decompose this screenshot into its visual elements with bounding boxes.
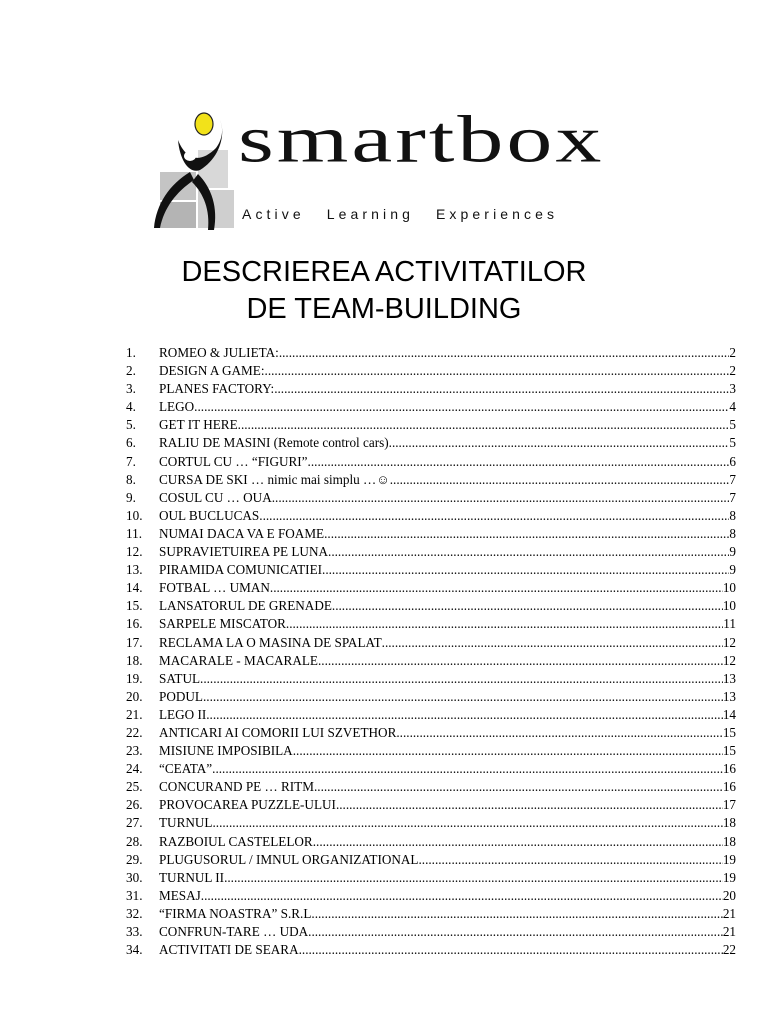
toc-entry[interactable] xyxy=(126,453,736,471)
toc-entry-number: 9. xyxy=(126,489,136,505)
toc-entry[interactable] xyxy=(126,796,736,814)
toc-entry-number: 23. xyxy=(126,743,143,759)
toc-leader-dots xyxy=(314,778,723,796)
toc-leader-dots xyxy=(390,471,730,489)
toc-entry[interactable] xyxy=(126,941,736,959)
toc-leader-dots xyxy=(212,814,722,832)
toc-leader-dots xyxy=(203,688,723,706)
toc-entry-number: 11. xyxy=(126,525,142,541)
toc-entry-page: 20 xyxy=(722,887,736,903)
toc-entry-number: 30. xyxy=(126,869,143,885)
logo-ball-icon xyxy=(195,113,213,135)
toc-entry-number: 34. xyxy=(126,942,143,958)
toc-entry[interactable] xyxy=(126,706,736,724)
toc-entry-number: 33. xyxy=(126,924,143,939)
toc-entry-page: 6 xyxy=(729,453,736,469)
toc-entry[interactable] xyxy=(126,561,736,579)
toc-entry-number: 6. xyxy=(126,435,136,451)
toc-entry-label: ACTIVITATI DE SEARA xyxy=(159,942,299,958)
toc-entry-number: 7. xyxy=(126,453,136,469)
toc-entry-page: 19 xyxy=(722,851,736,867)
toc-entry-label: LANSATORUL DE GRENADE xyxy=(159,598,332,614)
toc-entry-label: FOTBAL … UMAN xyxy=(159,580,270,596)
toc-entry[interactable] xyxy=(126,652,736,670)
toc-entry-page: 21 xyxy=(722,924,736,939)
toc-entry-number: 5. xyxy=(126,417,136,433)
toc-entry-page: 12 xyxy=(722,652,736,668)
toc-entry-page: 2 xyxy=(729,345,736,360)
toc-entry-label: OUL BUCLUCAS xyxy=(159,507,260,523)
toc-entry-number: 12. xyxy=(126,544,143,560)
toc-leader-dots xyxy=(259,507,729,525)
toc-entry-page: 11 xyxy=(723,616,736,632)
page-title-line: DESCRIEREA ACTIVITATILOR xyxy=(181,256,587,288)
toc-entry-number: 13. xyxy=(126,562,143,578)
toc-entry[interactable] xyxy=(126,869,736,887)
toc-leader-dots xyxy=(238,416,730,434)
toc-entry[interactable] xyxy=(126,543,736,561)
toc-leader-dots xyxy=(322,561,729,579)
toc-entry-page: 15 xyxy=(722,743,736,759)
toc-leader-dots xyxy=(299,941,723,959)
toc-entry[interactable] xyxy=(126,778,736,796)
toc-entry-page: 9 xyxy=(729,544,736,560)
toc-entry-number: 18. xyxy=(126,652,143,668)
toc-entry[interactable] xyxy=(126,905,736,923)
toc-entry-page: 14 xyxy=(722,706,736,722)
toc-entry-number: 24. xyxy=(126,761,143,777)
smartbox-logo xyxy=(150,100,710,240)
toc-entry-page: 22 xyxy=(722,942,736,958)
toc-entry-page: 13 xyxy=(722,670,736,686)
toc-leader-dots xyxy=(418,851,722,869)
toc-entry-page: 10 xyxy=(722,580,736,596)
toc-entry-label: PIRAMIDA COMUNICATIEI xyxy=(159,562,323,578)
toc-entry-label: MESAJ xyxy=(159,887,201,903)
toc-leader-dots xyxy=(308,453,730,471)
toc-entry[interactable] xyxy=(126,434,736,452)
toc-entry[interactable] xyxy=(126,380,736,398)
toc-entry-page: 13 xyxy=(722,688,736,704)
toc-entry[interactable] xyxy=(126,398,736,416)
toc-entry[interactable] xyxy=(126,362,736,380)
toc-entry-label: PLUGUSORUL / IMNUL ORGANIZATIONAL xyxy=(159,851,419,867)
toc-leader-dots xyxy=(328,543,729,561)
toc-entry-label: MACARALE - MACARALE xyxy=(159,652,318,668)
toc-entry[interactable] xyxy=(126,814,736,832)
toc-entry-page: 8 xyxy=(729,525,736,541)
toc-entry-label: CURSA DE SKI … nimic mai simplu …☺ xyxy=(159,471,390,487)
logo-wordmark: smartbox xyxy=(238,102,605,176)
toc-entry[interactable] xyxy=(126,688,736,706)
toc-entry-page: 16 xyxy=(722,779,736,795)
toc-entry-label: SUPRAVIETUIREA PE LUNA xyxy=(159,544,329,560)
toc-entry-label: SATUL xyxy=(159,670,201,686)
toc-entry-page: 16 xyxy=(722,761,736,777)
toc-entry-number: 20. xyxy=(126,688,143,704)
toc-entry-page: 18 xyxy=(722,833,736,849)
toc-entry-number: 31. xyxy=(126,887,143,903)
page-title xyxy=(0,254,768,328)
toc-leader-dots xyxy=(272,489,730,507)
toc-leader-dots xyxy=(315,905,723,923)
page-title-line: DE TEAM-BUILDING xyxy=(246,293,522,325)
toc-entry-page: 10 xyxy=(722,598,736,614)
toc-entry[interactable] xyxy=(126,670,736,688)
toc-leader-dots xyxy=(318,652,723,670)
figure-logo-icon xyxy=(150,100,240,235)
toc-entry-number: 10. xyxy=(126,507,143,523)
toc-entry-page: 4 xyxy=(729,399,736,415)
toc-entry-label: RALIU DE MASINI (Remote control cars) xyxy=(159,435,389,451)
toc-leader-dots xyxy=(313,833,723,851)
toc-leader-dots xyxy=(286,615,723,633)
toc-leader-dots xyxy=(194,398,729,416)
toc-entry[interactable] xyxy=(126,923,736,941)
toc-entry-label: “FIRMA NOASTRA” S.R.L. xyxy=(159,905,315,921)
toc-entry-number: 25. xyxy=(126,779,143,795)
toc-entry-page: 19 xyxy=(722,869,736,885)
toc-entry-number: 15. xyxy=(126,598,143,614)
toc-leader-dots xyxy=(206,706,723,724)
toc-leader-dots xyxy=(201,887,723,905)
toc-entry-number: 19. xyxy=(126,670,143,686)
toc-leader-dots xyxy=(265,362,730,380)
toc-entry-label: “CEATA” xyxy=(159,761,213,777)
toc-entry-label: ROMEO & JULIETA: xyxy=(159,345,279,360)
toc-entry-number: 1. xyxy=(126,345,136,360)
toc-entry-label: RAZBOIUL CASTELELOR xyxy=(159,833,313,849)
toc-entry-label: CONCURAND PE … RITM xyxy=(159,779,314,795)
toc-entry-label: DESIGN A GAME: xyxy=(159,363,265,379)
toc-leader-dots xyxy=(332,597,723,615)
toc-entry[interactable] xyxy=(126,579,736,597)
toc-entry-number: 21. xyxy=(126,706,143,722)
toc-entry-label: TURNUL II xyxy=(159,869,225,885)
toc-entry-page: 21 xyxy=(722,905,736,921)
toc-entry-label: PODUL xyxy=(159,688,203,704)
toc-entry[interactable] xyxy=(126,615,736,633)
toc-entry-page: 15 xyxy=(722,724,736,740)
toc-entry-number: 17. xyxy=(126,634,143,650)
toc-leader-dots xyxy=(389,434,730,452)
toc-entry-label: SARPELE MISCATOR xyxy=(159,616,286,632)
toc-entry[interactable] xyxy=(126,489,736,507)
toc-entry[interactable] xyxy=(126,760,736,778)
toc-entry[interactable] xyxy=(126,471,736,489)
toc-entry[interactable] xyxy=(126,634,736,652)
toc-entry-page: 5 xyxy=(729,417,736,433)
toc-entry-number: 3. xyxy=(126,381,136,397)
toc-entry[interactable] xyxy=(126,597,736,615)
toc-entry-label: PROVOCAREA PUZZLE-ULUI xyxy=(159,797,336,813)
toc-entry-label: COSUL CU … OUA xyxy=(159,489,272,505)
toc-entry-page: 7 xyxy=(729,471,736,487)
toc-leader-dots xyxy=(270,579,723,597)
toc-leader-dots xyxy=(200,670,723,688)
toc-entry-label: RECLAMA LA O MASINA DE SPALAT xyxy=(159,634,382,650)
toc-leader-dots xyxy=(308,923,723,941)
toc-entry-page: 7 xyxy=(729,489,736,505)
toc-entry-label: LEGO xyxy=(159,399,195,415)
toc-leader-dots xyxy=(279,344,730,362)
toc-entry-page: 2 xyxy=(729,363,736,379)
toc-entry-page: 18 xyxy=(722,815,736,831)
toc-entry-number: 16. xyxy=(126,616,143,632)
toc-entry-label: MISIUNE IMPOSIBILA xyxy=(159,743,293,759)
toc-entry-number: 14. xyxy=(126,580,143,596)
toc-entry[interactable] xyxy=(126,887,736,905)
toc-entry-number: 27. xyxy=(126,815,143,831)
toc-entry[interactable] xyxy=(126,525,736,543)
toc-entry-number: 22. xyxy=(126,724,143,740)
toc-entry-number: 32. xyxy=(126,905,143,921)
toc-entry-page: 9 xyxy=(729,562,736,578)
toc-entry-number: 8. xyxy=(126,471,136,487)
toc-entry-number: 28. xyxy=(126,833,143,849)
toc-entry-number: 2. xyxy=(126,363,136,379)
toc-entry-label: CORTUL CU … “FIGURI” xyxy=(159,453,308,469)
toc-entry-page: 12 xyxy=(722,634,736,650)
toc-leader-dots xyxy=(212,760,723,778)
toc-entry-page: 3 xyxy=(729,381,736,397)
toc-leader-dots xyxy=(336,796,723,814)
toc-leader-dots xyxy=(224,869,723,887)
toc-leader-dots xyxy=(293,742,723,760)
toc-entry-page: 5 xyxy=(729,435,736,451)
toc-entry-number: 26. xyxy=(126,797,143,813)
toc-entry-number: 4. xyxy=(126,399,136,415)
toc-entry-label: ANTICARI AI COMORII LUI SZVETHOR xyxy=(159,724,397,740)
toc-entry-page: 8 xyxy=(729,507,736,523)
toc-entry-label: TURNUL xyxy=(159,815,213,831)
toc-leader-dots xyxy=(396,724,722,742)
toc-entry-page: 17 xyxy=(722,797,736,813)
toc-entry-number: 29. xyxy=(126,851,143,867)
toc-entry-label: PLANES FACTORY: xyxy=(159,381,275,397)
logo-tagline: Active Learning Experiences xyxy=(242,206,559,222)
toc-leader-dots xyxy=(382,634,723,652)
toc-entry-label: LEGO II xyxy=(159,706,207,722)
toc-entry[interactable] xyxy=(126,833,736,851)
toc-entry[interactable] xyxy=(126,724,736,742)
toc-entry-label: NUMAI DACA VA E FOAME xyxy=(159,525,325,541)
toc-entry-label: CONFRUN-TARE … UDA xyxy=(159,924,309,939)
toc-leader-dots xyxy=(274,380,729,398)
toc-entry[interactable] xyxy=(126,507,736,525)
toc-entry[interactable] xyxy=(126,344,736,362)
table-of-contents xyxy=(126,344,736,959)
logo-head-icon xyxy=(184,151,196,161)
toc-entry-label: GET IT HERE xyxy=(159,417,238,433)
toc-leader-dots xyxy=(324,525,729,543)
toc-entry[interactable] xyxy=(126,851,736,869)
toc-entry[interactable] xyxy=(126,416,736,434)
toc-entry[interactable] xyxy=(126,742,736,760)
